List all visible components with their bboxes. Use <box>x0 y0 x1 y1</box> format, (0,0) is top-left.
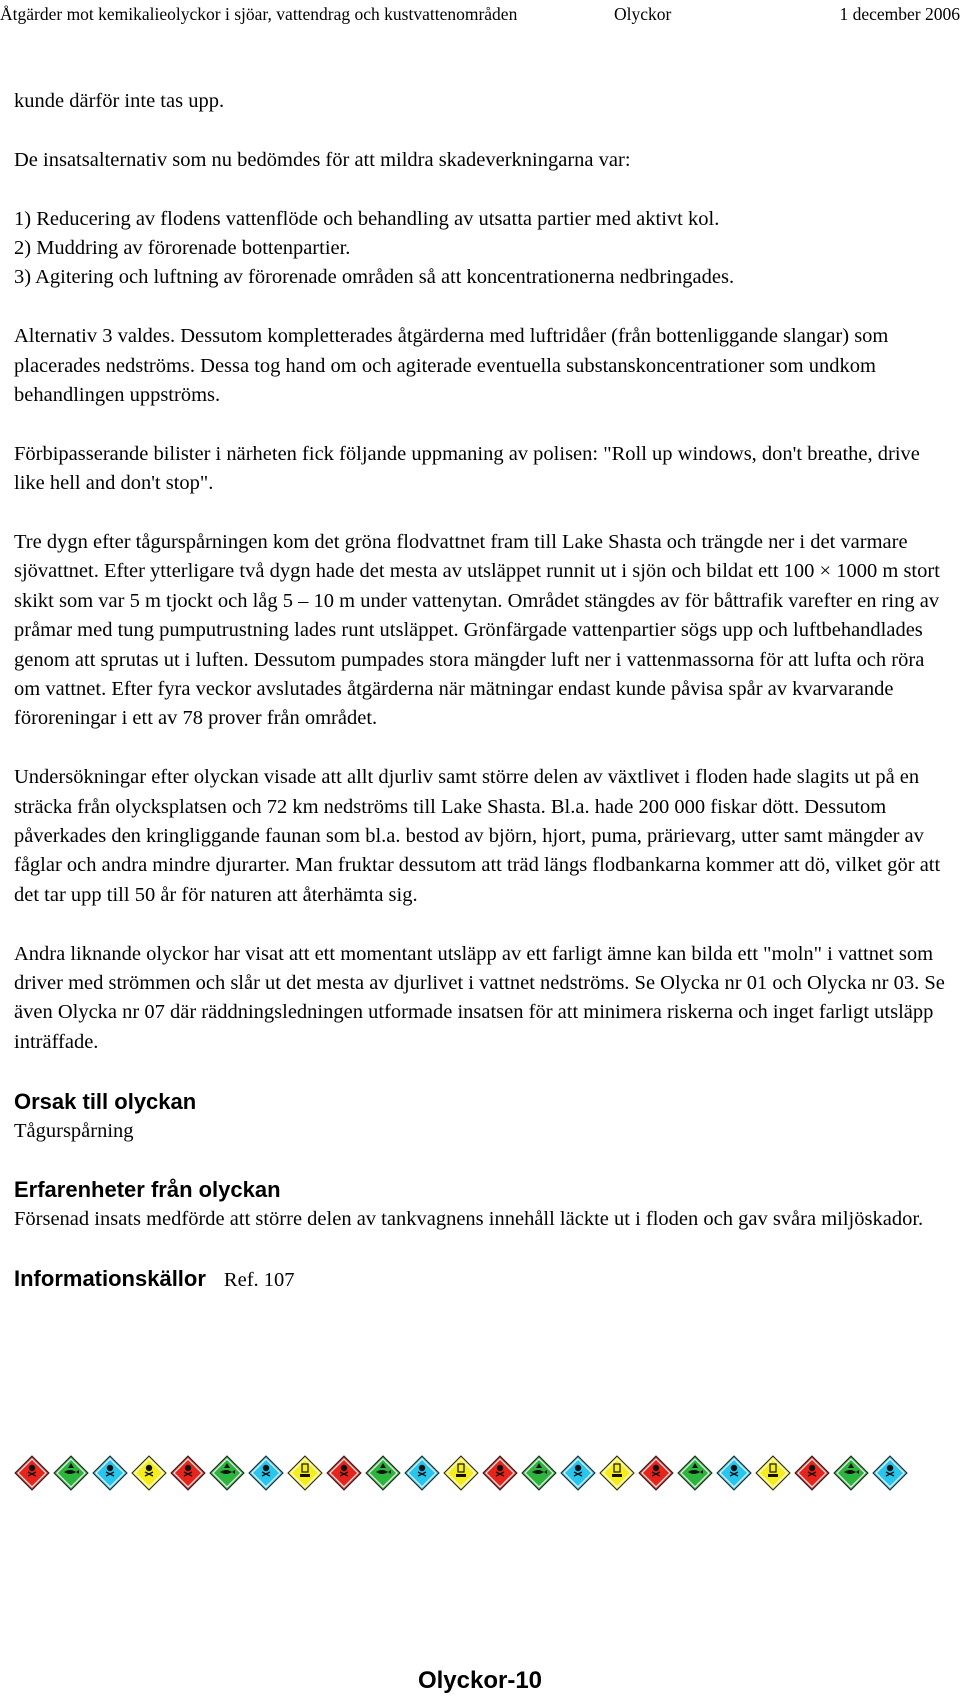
hazard-diamond <box>755 1455 791 1491</box>
hazard-diamond <box>638 1455 674 1491</box>
fish-tree-icon <box>53 1455 89 1491</box>
paragraph-intro: kunde därför inte tas upp. <box>14 90 225 112</box>
paragraph-consequences: Undersökningar efter olyckan visade att allt djurliv samt större delen av växtlivet i floden hade slagits ut på en sträcka från olycksplatsen och 72 km nedströms till Lake Shasta. Bl.a. hade 200 000 fiskar dött. Dessutom påverkades den kringliggande faunan som bl.a. bestod av björn, hjort, puma, prärievarg, utter samt mängder av fåglar och andra mindre djurarter. Man fruktar dessutom att träd längs flodbankarna kommer att dö, vilket gör att det tar upp till 50 år för naturen att återhämta sig. <box>14 766 941 906</box>
document-body <box>14 87 948 1295</box>
page-footer: Olyckor-10 <box>417 1667 543 1694</box>
hazard-diamond <box>326 1455 362 1491</box>
skull-icon <box>326 1455 362 1491</box>
sources-heading: Informationskällor <box>14 1265 206 1291</box>
skull-icon <box>170 1455 206 1491</box>
hazard-diamond <box>599 1455 635 1491</box>
sources-row <box>14 1264 948 1295</box>
skull-icon <box>404 1455 440 1491</box>
paragraph-similar-accidents: Andra liknande olyckor har visat att ett momentant utsläpp av ett farligt ämne kan bilda ett "moln" i vattnet som driver med strömmen och slår ut det mesta av djurlivet i vattnet nedströms. Se Olycka nr 01 och Olycka nr 03. Se även Olycka nr 07 där räddningsledningen utformade insatsen för att minimera riskerna och inget farligt utsläpp inträffade. <box>14 942 945 1053</box>
experience-heading: Erfarenheter från olyckan <box>14 1177 281 1203</box>
skull-icon <box>872 1455 908 1491</box>
header-title: Åtgärder mot kemikalieolyckor i sjöar, vattendrag och kustvattenområden <box>0 4 518 24</box>
alternative-item: 3) Agitering och luftning av förorenade områden så att koncentrationerna nedbringades. <box>14 266 735 289</box>
skull-icon <box>14 1455 50 1491</box>
alternative-item: 2) Muddring av förorenade bottenpartier. <box>14 237 351 259</box>
hazard-diamond <box>521 1455 557 1491</box>
header-date: 1 december 2006 <box>839 4 960 24</box>
skull-icon <box>794 1455 830 1491</box>
hazard-diamond <box>560 1455 596 1491</box>
fish-tree-icon <box>677 1455 713 1491</box>
skull-icon <box>248 1455 284 1491</box>
hazard-symbol-strip <box>14 1455 908 1489</box>
cause-heading: Orsak till olyckan <box>14 1088 197 1114</box>
hazard-diamond <box>14 1455 50 1491</box>
hazard-diamond <box>833 1455 869 1491</box>
hazard-diamond <box>677 1455 713 1491</box>
hazard-diamond <box>404 1455 440 1491</box>
hazard-diamond <box>794 1455 830 1491</box>
paragraph-alternatives-intro: De insatsalternativ som nu bedömdes för att mildra skadeverkningarna var: <box>14 148 631 171</box>
hand-corrosion-icon <box>443 1455 479 1491</box>
fish-tree-icon <box>209 1455 245 1491</box>
hand-corrosion-icon <box>287 1455 323 1491</box>
hazard-diamond <box>716 1455 752 1491</box>
skull-icon <box>131 1455 167 1491</box>
experience-text: Försenad insats medförde att större delen av tankvagnens innehåll läckte ut i floden och gav svåra miljöskador. <box>14 1208 924 1231</box>
hazard-diamond <box>287 1455 323 1491</box>
hand-corrosion-icon <box>755 1455 791 1491</box>
fish-tree-icon <box>521 1455 557 1491</box>
hazard-diamond <box>248 1455 284 1491</box>
hazard-diamond <box>365 1455 401 1491</box>
skull-icon <box>560 1455 596 1491</box>
alternative-item: 1) Reducering av flodens vattenflöde och behandling av utsatta partier med aktivt kol. <box>14 207 720 230</box>
sources-reference: Ref. 107 <box>223 1268 295 1291</box>
paragraph-police-warning: Förbipasserande bilister i närheten fick följande uppmaning av polisen: "Roll up windows, don't breathe, drive like hell and don't stop". <box>14 442 920 495</box>
skull-icon <box>716 1455 752 1491</box>
hazard-diamond <box>131 1455 167 1491</box>
hazard-diamond <box>443 1455 479 1491</box>
paragraph-chosen-alternative: Alternativ 3 valdes. Dessutom kompletterades åtgärderna med luftridåer (från bottenliggande slangar) som placerades nedströms. Dessa tog hand om och agiterade eventuella substanskoncentrationer som undkom behandlingen uppströms. <box>14 325 889 407</box>
skull-icon <box>92 1455 128 1491</box>
paragraph-lake-spread: Tre dygn efter tågurspårningen kom det gröna flodvattnet fram till Lake Shasta och trängde ner i det varmare sjövattnet. Efter ytterligare två dygn hade det mesta av utsläppet runnit ut i sjön och bildat ett 100 × 1000 m stort skikt som var 5 m tjockt och låg 5 – 10 m under vattenytan. Området stängdes av för båttrafik varefter en ring av pråmar med tung pumputrustning lades runt utsläppet. Grönfärgade vattenpartier sögs upp och luftbehandlades genom att sprutas ut i luften. Dessutom pumpades stora mängder luft ner i vattenmassorna för att lufta och röra om vattnet. Efter fyra veckor avslutades åtgärderna när mätningar endast kunde påvisa spår av kvarvarande föroreningar i ett av 78 prover från området. <box>14 531 940 730</box>
hazard-diamond <box>170 1455 206 1491</box>
hazard-diamond <box>209 1455 245 1491</box>
page-header <box>0 4 960 28</box>
skull-icon <box>482 1455 518 1491</box>
skull-icon <box>638 1455 674 1491</box>
alternatives-list <box>14 205 948 293</box>
hazard-diamond <box>92 1455 128 1491</box>
hazard-diamond <box>482 1455 518 1491</box>
fish-tree-icon <box>833 1455 869 1491</box>
cause-text: Tågurspårning <box>14 1119 134 1142</box>
fish-tree-icon <box>365 1455 401 1491</box>
hand-corrosion-icon <box>599 1455 635 1491</box>
hazard-diamond <box>872 1455 908 1491</box>
hazard-diamond <box>53 1455 89 1491</box>
header-section: Olyckor <box>614 4 672 24</box>
